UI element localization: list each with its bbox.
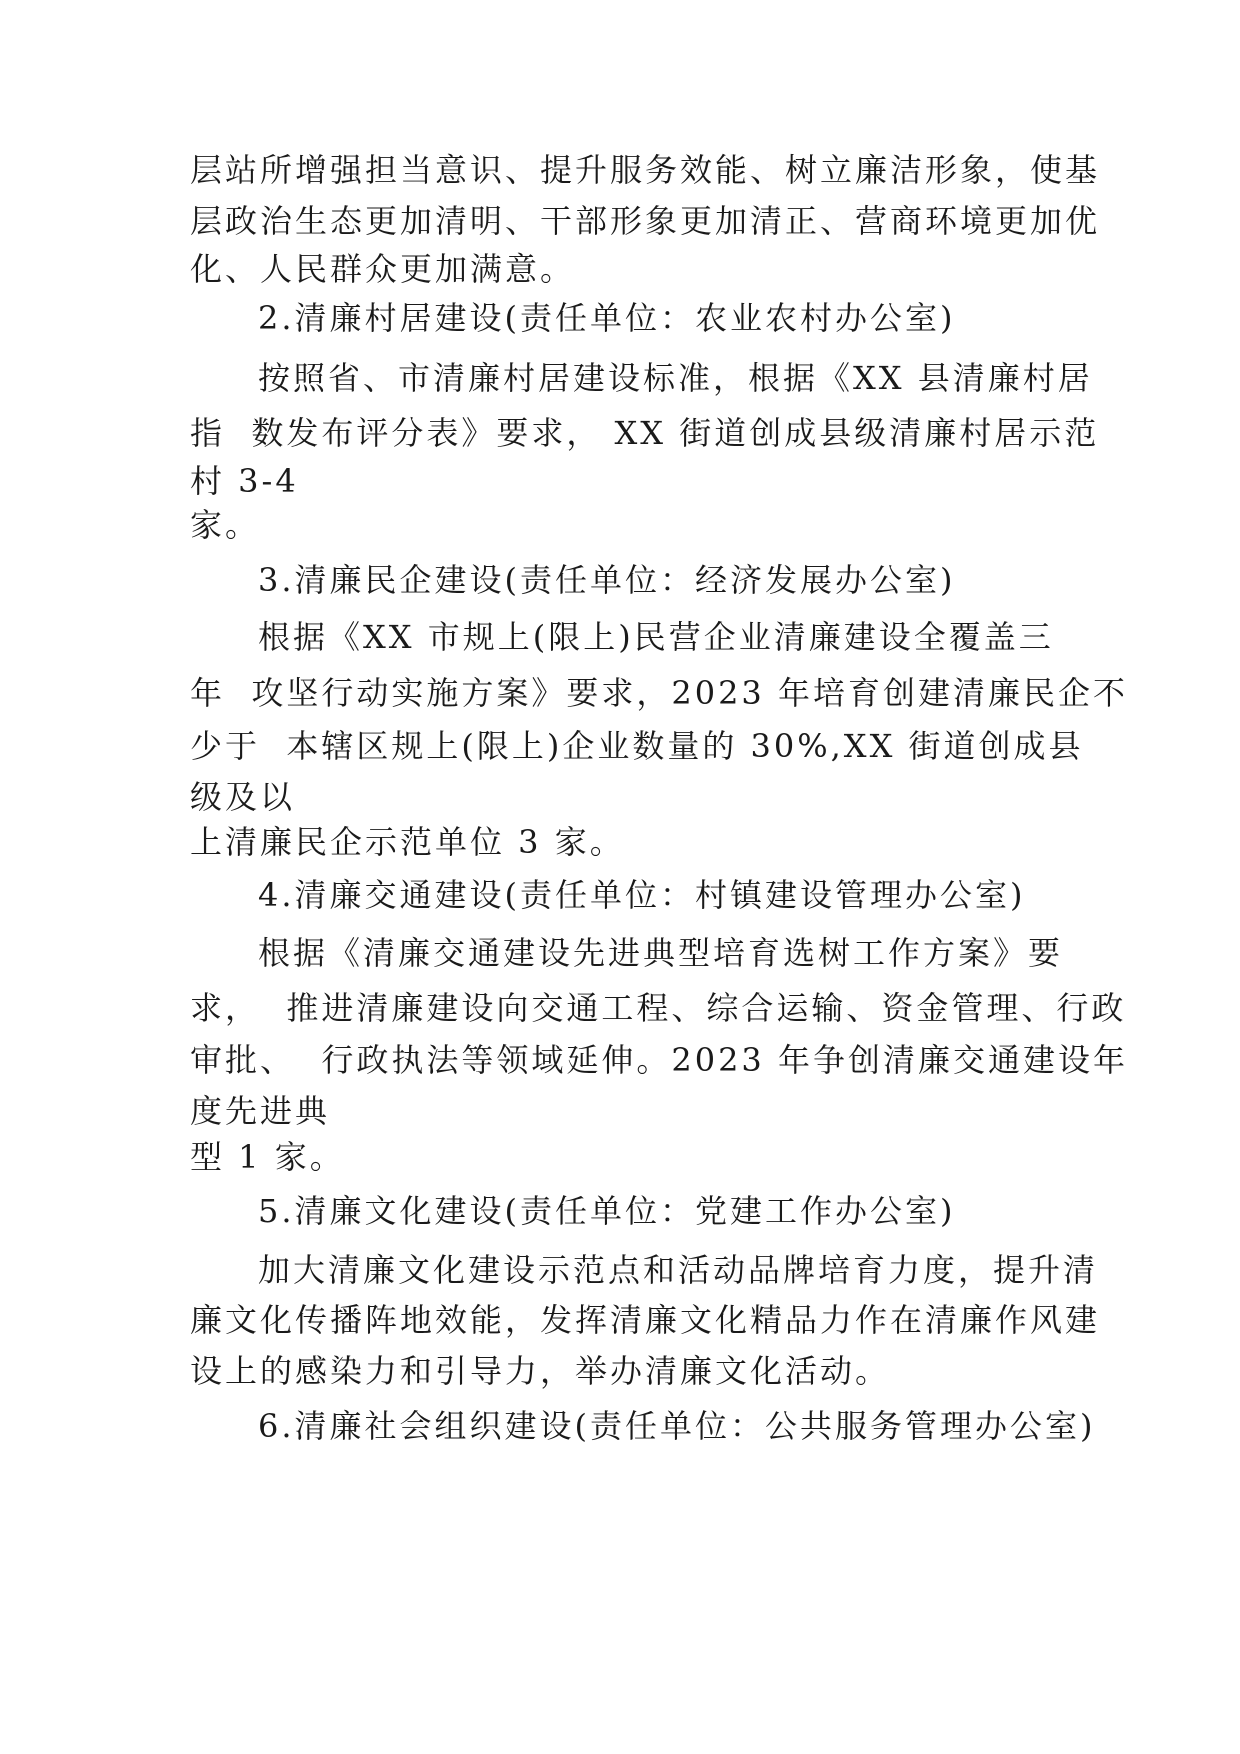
paragraph-line: 级及以 xyxy=(190,778,296,816)
paragraph-line: 审批、 行政执法等领域延伸。2023 年争创清廉交通建设年 xyxy=(190,1041,1128,1079)
section-heading: 3.清廉民企建设(责任单位：经济发展办公室) xyxy=(258,561,956,599)
paragraph-line: 廉文化传播阵地效能，发挥清廉文化精品力作在清廉作风建 xyxy=(190,1301,1101,1339)
paragraph-line: 求， 推进清廉建设向交通工程、综合运输、资金管理、行政 xyxy=(190,989,1127,1027)
section-heading: 6.清廉社会组织建设(责任单位：公共服务管理办公室) xyxy=(258,1407,1096,1445)
paragraph-line: 加大清廉文化建设示范点和活动品牌培育力度，提升清 xyxy=(258,1251,1099,1289)
paragraph-line: 家。 xyxy=(190,506,261,544)
section-heading: 2.清廉村居建设(责任单位：农业农村办公室) xyxy=(258,299,956,337)
section-heading: 5.清廉文化建设(责任单位：党建工作办公室) xyxy=(258,1192,956,1230)
paragraph-line: 型 1 家。 xyxy=(190,1138,345,1176)
paragraph-line: 化、人民群众更加满意。 xyxy=(190,250,576,288)
paragraph-line: 度先进典 xyxy=(190,1092,331,1130)
paragraph-line: 少于 本辖区规上(限上)企业数量的 30%,XX 街道创成县 xyxy=(190,727,1084,765)
paragraph-line: 指 数发布评分表》要求， XX 街道创成县级清廉村居示范 xyxy=(190,414,1100,452)
paragraph-line: 层政治生态更加清明、干部形象更加清正、营商环境更加优 xyxy=(190,202,1101,240)
paragraph-line: 设上的感染力和引导力，举办清廉文化活动。 xyxy=(190,1352,891,1390)
paragraph-line: 根据《清廉交通建设先进典型培育选树工作方案》要 xyxy=(258,934,1064,972)
paragraph-line: 村 3-4 xyxy=(190,462,299,500)
paragraph-line: 上清廉民企示范单位 3 家。 xyxy=(190,823,625,861)
paragraph-line: 年 攻坚行动实施方案》要求，2023 年培育创建清廉民企不 xyxy=(190,674,1128,712)
paragraph-line: 层站所增强担当意识、提升服务效能、树立廉洁形象，使基 xyxy=(190,151,1101,189)
paragraph-line: 按照省、市清廉村居建设标准，根据《XX 县清廉村居 xyxy=(258,359,1093,397)
section-heading: 4.清廉交通建设(责任单位：村镇建设管理办公室) xyxy=(258,876,1026,914)
paragraph-line: 根据《XX 市规上(限上)民营企业清廉建设全覆盖三 xyxy=(258,618,1054,656)
